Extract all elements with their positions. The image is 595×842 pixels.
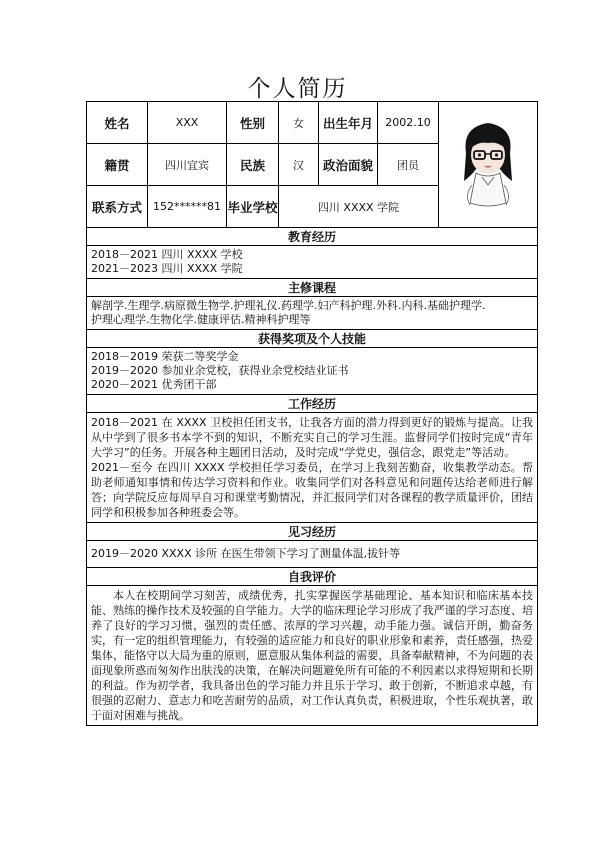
awards-heading: 获得奖项及个人技能 xyxy=(87,330,538,348)
education-content xyxy=(87,246,538,279)
self-eval-heading: 自我评价 xyxy=(87,568,538,586)
political-value: 团员 xyxy=(378,144,439,186)
practice-item: 2019－2020 XXXX 诊所 在医生带领下学习了测量体温,拔针等 xyxy=(91,547,401,560)
education-heading: 教育经历 xyxy=(87,228,538,246)
name-label: 姓名 xyxy=(87,102,148,144)
courses-heading: 主修课程 xyxy=(87,279,538,297)
education-item: 2018－2021 四川 XXXX 学校 xyxy=(91,248,243,261)
phone-label: 联系方式 xyxy=(87,186,148,228)
birth-label: 出生年月 xyxy=(319,102,378,144)
ethnic-label: 民族 xyxy=(227,144,279,186)
courses-line: 解剖学.生理学.病原微生物学.护理礼仪.药理学.妇产科护理.外科.内科.基础护理学. xyxy=(91,299,486,312)
name-value: XXX xyxy=(148,102,227,144)
courses-content xyxy=(87,297,538,330)
work-paragraph: 2021－至今 在四川 XXXX 学校担任学习委员，在学习上我刻苦勤奋，收集教学动态。帮助老师通知事情和传达学习资料和作业。收集同学们对各科意见和问题传达给老师进行解答；向学院反应每周早自习和课堂考勤情况，并汇报同学们对各课程的教学质量评价，团结同学和积极参加各种班委会等。 xyxy=(91,461,533,519)
political-label: 政治面貌 xyxy=(319,144,378,186)
birth-value: 2002.10 xyxy=(378,102,439,144)
ethnic-value: 汉 xyxy=(279,144,319,186)
school-value: 四川 XXXX 学院 xyxy=(279,186,439,228)
portrait-icon xyxy=(448,113,528,213)
education-item: 2021－2023 四川 XXXX 学院 xyxy=(91,262,243,275)
awards-content xyxy=(87,348,538,395)
practice-heading: 见习经历 xyxy=(87,523,538,541)
award-item: 2018－2019 荣获二等奖学金 xyxy=(91,350,239,363)
work-paragraph: 2018－2021 在 XXXX 卫校担任团支书，让我各方面的潜力得到更好的锻炼与提高。让我从中学到了很多书本学不到的知识，不断充实自己的学习生涯。监督同学们按时完成“青年大学习”的任务。开展各种主题团日活动，及时完成“学党史，强信念，跟党走”等活动。 xyxy=(91,416,533,459)
practice-content xyxy=(87,541,538,568)
resume-table xyxy=(86,101,538,726)
self-eval-content xyxy=(87,586,538,726)
gender-value: 女 xyxy=(279,102,319,144)
self-eval-paragraph: 本人在校期间学习刻苦，成绩优秀，扎实掌握医学基础理论、基本知识和临床基本技能、熟练的操作技术及较强的自学能力。大学的临床理论学习形成了我严谨的学习态度、培养了良好的学习习惯，强烈的责任感、浓厚的学习兴趣，动手能力强。诚信开朗，勤奋务实，有一定的组织管理能力，有较强的适应能力和良好的职业形象和素养，责任感强，热爱集体，能恪守以大局为重的原则，愿意服从集体利益的需要，具备奉献精神，不为问题的表面现象所惑而匆匆作出肤浅的决策，在解决问题避免所有可能的不利因素以求得短期和长期的利益。作为初学者，我具备出色的学习能力并且乐于学习、敢于创新，不断追求卓越，有很强的忍耐力、意志力和吃苦耐劳的品质，对工作认真负责，积极进取，个性乐观执著，敢于面对困难与挑战。 xyxy=(91,589,533,722)
award-item: 2019－2020 参加业余党校，获得业余党校结业证书 xyxy=(91,364,349,377)
page-title: 个人简历 xyxy=(247,76,348,102)
courses-line: 护理心理学.生物化学.健康评估.精神科护理等 xyxy=(91,313,311,326)
phone-value: 152******81 xyxy=(148,186,227,228)
origin-value: 四川宜宾 xyxy=(148,144,227,186)
gender-label: 性别 xyxy=(227,102,279,144)
work-content xyxy=(87,413,538,523)
origin-label: 籍贯 xyxy=(87,144,148,186)
school-label: 毕业学校 xyxy=(227,186,279,228)
photo-cell xyxy=(439,102,538,228)
work-heading: 工作经历 xyxy=(87,395,538,413)
award-item: 2020－2021 优秀团干部 xyxy=(91,378,217,391)
